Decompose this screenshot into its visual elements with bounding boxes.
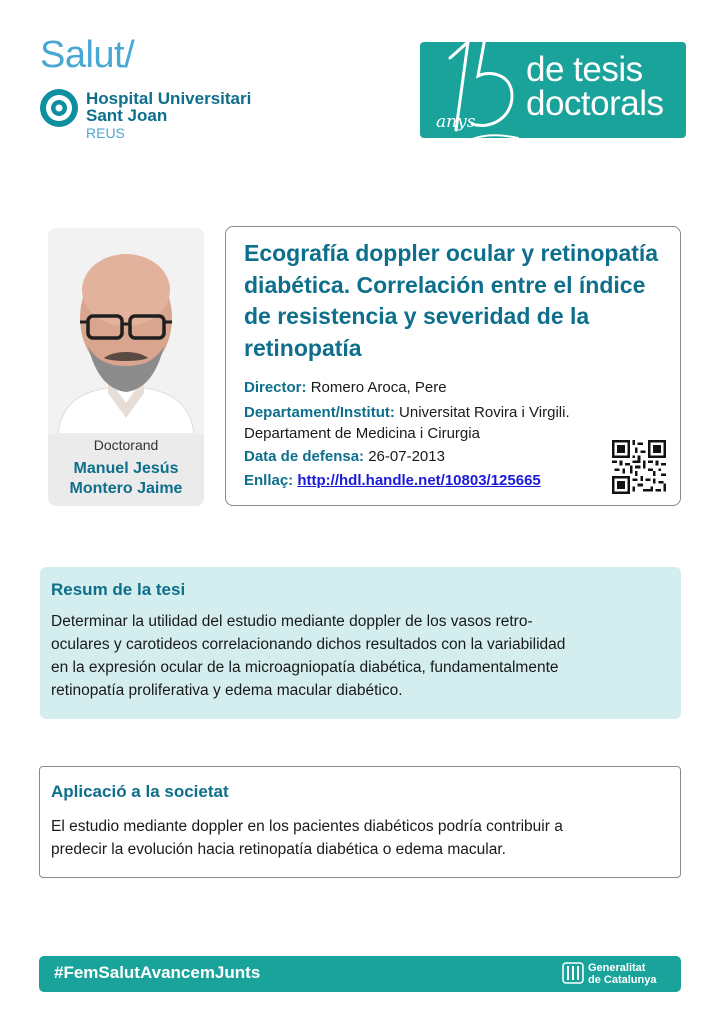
summary-line: Determinar la utilidad del estudio mediante doppler de los vasos retro- bbox=[51, 613, 533, 630]
department-value-line2: Departament de Medicina i Cirurgia bbox=[244, 425, 480, 442]
director-row bbox=[244, 378, 447, 398]
director-label: Director: bbox=[244, 379, 307, 396]
author-name bbox=[48, 459, 204, 499]
hospital-name-line1: Hospital Universitari bbox=[86, 89, 252, 108]
department-row bbox=[244, 403, 570, 423]
hospital-name bbox=[86, 90, 251, 124]
generalitat-logo-icon bbox=[562, 962, 584, 984]
summary-text bbox=[51, 610, 565, 702]
hospital-name-line2: Sant Joan bbox=[86, 106, 168, 125]
author-name-line1: Manuel Jesús bbox=[73, 460, 179, 477]
badge-line2: doctorals bbox=[526, 84, 664, 123]
summary-line: en la expresión ocular de la microagniopatía diabética, fundamentalmente bbox=[51, 659, 559, 676]
application-line: predecir la evolución hacia retinopatía diabética o edema macular. bbox=[51, 841, 506, 858]
summary-line: retinopatía proliferativa y edema macular diabético. bbox=[51, 682, 403, 699]
badge-number: 15 bbox=[458, 36, 460, 37]
director-value: Romero Aroca, Pere bbox=[310, 379, 447, 396]
footer-hashtag: #FemSalutAvancemJunts bbox=[54, 963, 261, 982]
summary-line: oculares y carotideos correlacionando dichos resultados con la variabilidad bbox=[51, 636, 566, 653]
department-value-line1: Universitat Rovira i Virgili. bbox=[399, 404, 570, 421]
author-name-line2: Montero Jaime bbox=[69, 480, 183, 497]
generalitat-text bbox=[588, 962, 656, 986]
hospital-city: REUS bbox=[86, 125, 125, 141]
badge-anys: anys bbox=[436, 112, 476, 132]
application-line: El estudio mediante doppler en los pacientes diabéticos podría contribuir a bbox=[51, 818, 563, 835]
author-photo bbox=[48, 228, 204, 434]
badge-number-graphic bbox=[420, 18, 530, 158]
thesis-title: Ecografía doppler ocular y retinopatía diabética. Correlación entre el índice de resistencia y severidad de la retinopatía bbox=[244, 240, 659, 361]
link-label: Enllaç: bbox=[244, 472, 294, 489]
hospital-logo-icon bbox=[39, 88, 79, 128]
handle-link[interactable]: http://hdl.handle.net/10803/125665 bbox=[297, 472, 541, 489]
link-row bbox=[244, 471, 541, 491]
department-label: Departament/Institut: bbox=[244, 404, 395, 421]
generalitat-line1: Generalitat bbox=[588, 962, 646, 974]
application-title: Aplicació a la societat bbox=[51, 782, 229, 801]
salut-brand: Salut/ bbox=[40, 34, 135, 76]
badge-line1: de tesis bbox=[526, 50, 643, 89]
author-role: Doctorand bbox=[93, 437, 159, 453]
application-text bbox=[51, 815, 563, 861]
defense-date: 26-07-2013 bbox=[368, 448, 445, 465]
defense-row bbox=[244, 447, 445, 467]
defense-label: Data de defensa: bbox=[244, 448, 365, 465]
generalitat-line2: de Catalunya bbox=[588, 974, 657, 986]
qr-code-icon[interactable] bbox=[612, 440, 666, 494]
summary-title: Resum de la tesi bbox=[51, 580, 186, 599]
